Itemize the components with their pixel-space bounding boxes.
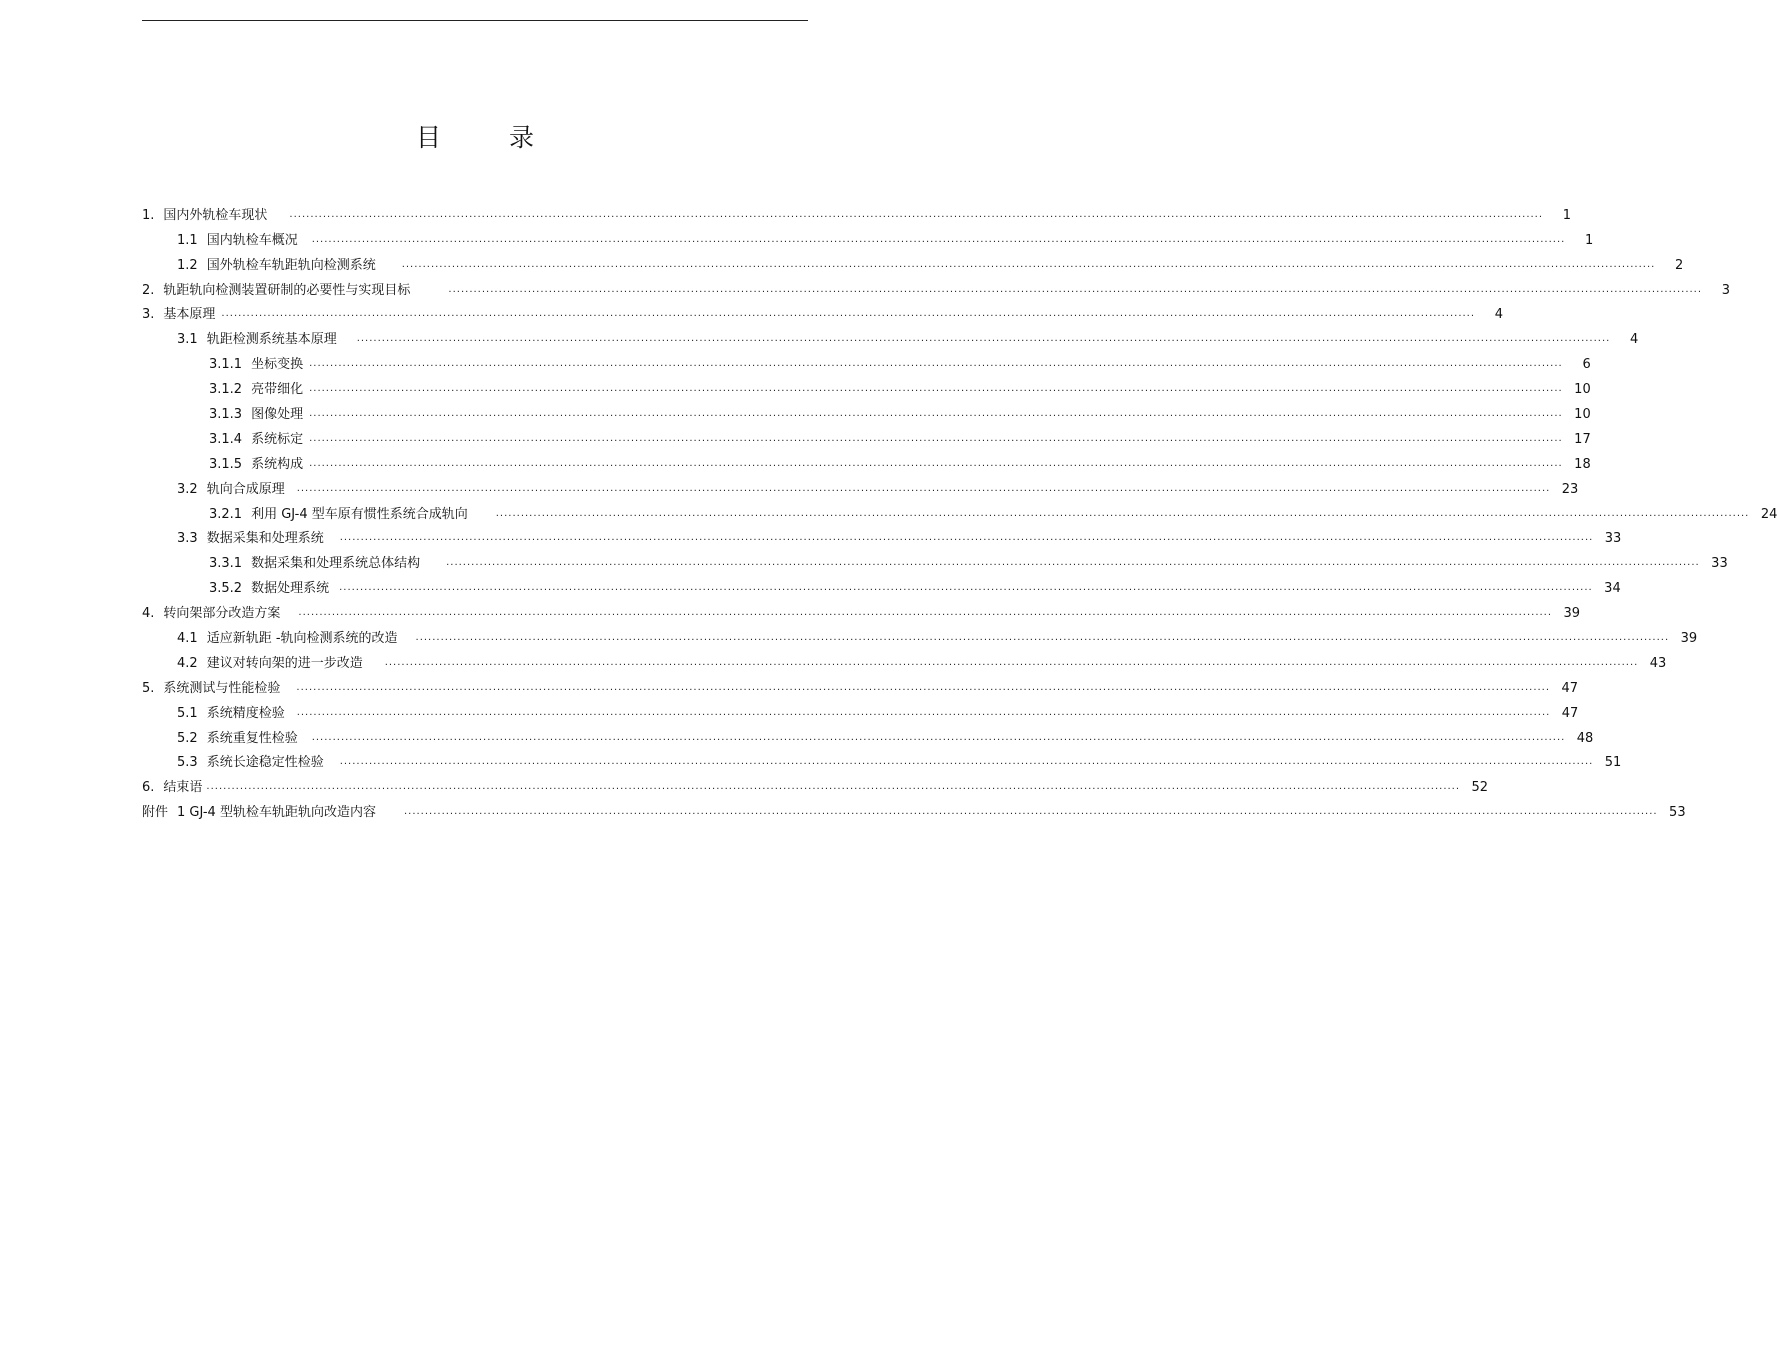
toc-entry-title: 轨距检测系统基本原理	[206, 332, 337, 348]
toc-entry-page: 33	[1711, 556, 1728, 572]
dot-leader: ............................................................................................................................................................................................................................................................................................................	[415, 632, 1670, 644]
toc-entry-title: 建议对转向架的进一步改造	[206, 655, 363, 671]
toc-entry[interactable]	[142, 248, 1684, 273]
toc-entry[interactable]	[142, 621, 1698, 647]
dot-leader: ............................................................................................................................................................................................................................................................................................................	[309, 432, 1563, 444]
toc-entry-title: 国外轨检车轨距轨向检测系统	[206, 257, 376, 273]
toc-entry[interactable]	[142, 347, 1591, 373]
dot-leader: ............................................................................................................................................................................................................................................................................................................	[448, 283, 1703, 295]
toc-entry-number: 4.2	[177, 655, 198, 671]
dot-leader: ............................................................................................................................................................................................................................................................................................................	[206, 781, 1461, 793]
toc-entry-title: 系统精度检验	[206, 705, 285, 721]
dot-leader: ............................................................................................................................................................................................................................................................................................................	[403, 806, 1658, 818]
toc-entry-title: 数据采集和处理系统	[206, 531, 324, 547]
dot-leader: ............................................................................................................................................................................................................................................................................................................	[356, 333, 1611, 345]
toc-entry-number: 3.1.2	[209, 382, 243, 398]
toc-entry-page: 39	[1680, 631, 1698, 647]
toc-entry-number: 3.3.1	[209, 556, 243, 572]
toc-entry[interactable]	[142, 522, 1622, 547]
toc-entry-page: 1	[1562, 207, 1572, 223]
toc-entry-title: 亮带细化	[251, 382, 304, 398]
toc-entry[interactable]	[142, 646, 1667, 671]
dot-leader: ............................................................................................................................................................................................................................................................................................................	[495, 507, 1750, 519]
toc-entry[interactable]	[142, 223, 1594, 248]
toc-entry-number: 1.1	[177, 232, 198, 248]
dot-leader: ............................................................................................................................................................................................................................................................................................................	[339, 582, 1593, 594]
dot-leader: ............................................................................................................................................................................................................................................................................................................	[309, 383, 1563, 395]
toc-entry[interactable]	[142, 721, 1594, 746]
dot-leader: ............................................................................................................................................................................................................................................................................................................	[401, 258, 1656, 270]
dot-leader: ............................................................................................................................................................................................................................................................................................................	[296, 482, 1551, 494]
toc-entry[interactable]	[142, 596, 1581, 622]
toc-entry-page: 10	[1574, 407, 1591, 423]
toc-entry-title: 轨向合成原理	[206, 481, 285, 497]
toc-entry-page: 52	[1471, 780, 1489, 796]
toc-entry-title: 系统长途稳定性检验	[206, 755, 324, 771]
toc-entry-number: 3.5.2	[209, 581, 243, 597]
dot-leader: ............................................................................................................................................................................................................................................................................................................	[309, 408, 1563, 420]
toc-entry-page: 1	[1585, 232, 1594, 248]
dot-leader: ............................................................................................................................................................................................................................................................................................................	[339, 756, 1594, 768]
toc-entry[interactable]	[142, 795, 1686, 821]
toc-entry[interactable]	[142, 497, 1777, 522]
toc-entry[interactable]	[142, 273, 1731, 298]
toc-entry-number: 3.2	[177, 481, 198, 497]
dot-leader: ............................................................................................................................................................................................................................................................................................................	[339, 532, 1594, 544]
dot-leader: ............................................................................................................................................................................................................................................................................................................	[309, 457, 1563, 469]
toc-entry-title: 系统重复性检验	[206, 730, 298, 746]
toc-entry-page: 6	[1582, 357, 1591, 373]
dot-leader: ............................................................................................................................................................................................................................................................................................................	[446, 557, 1700, 569]
toc-entry-title: 国内外轨检车现状	[163, 207, 268, 223]
dot-leader: ............................................................................................................................................................................................................................................................................................................	[296, 681, 1551, 693]
toc-entry-number: 3.1.1	[209, 357, 243, 373]
toc-entry[interactable]	[142, 447, 1591, 472]
toc-entry-page: 3	[1721, 282, 1731, 298]
toc-entry-number: 5.	[142, 680, 155, 696]
toc-entry-title: 系统测试与性能检验	[163, 680, 281, 696]
toc-entry[interactable]	[142, 696, 1579, 721]
toc-entry-number: 5.3	[177, 755, 198, 771]
toc-entry[interactable]	[142, 546, 1728, 572]
toc-entry-title: 系统构成	[251, 456, 304, 472]
toc-entry-number: 3.1.5	[209, 456, 243, 472]
toc-entry-page: 51	[1604, 755, 1622, 771]
toc-entry-page: 4	[1494, 307, 1504, 323]
table-of-contents	[142, 198, 1777, 821]
toc-entry-title: 图像处理	[251, 407, 304, 423]
toc-entry-page: 24	[1760, 506, 1777, 522]
toc-entry-number: 6.	[142, 780, 155, 796]
toc-entry-title: 转向架部分改造方案	[163, 606, 281, 622]
toc-title: 目 录	[416, 123, 564, 152]
dot-leader: ............................................................................................................................................................................................................................................................................................................	[311, 731, 1566, 743]
toc-entry-title: 基本原理	[163, 307, 216, 323]
toc-entry-page: 39	[1563, 606, 1581, 622]
toc-entry-number: 5.1	[177, 705, 198, 721]
toc-entry-page: 33	[1604, 531, 1622, 547]
toc-entry-number: 2.	[142, 282, 155, 298]
toc-entry[interactable]	[142, 770, 1489, 796]
toc-entry[interactable]	[142, 198, 1572, 223]
toc-entry[interactable]	[142, 372, 1591, 398]
toc-entry-page: 17	[1574, 431, 1591, 447]
toc-entry-page: 4	[1630, 332, 1639, 348]
toc-entry-title: 国内轨检车概况	[206, 232, 298, 248]
toc-entry-page: 47	[1561, 680, 1579, 696]
toc-entry-number: 3.1	[177, 332, 198, 348]
dot-leader: ............................................................................................................................................................................................................................................................................................................	[384, 656, 1639, 668]
toc-entry-number: 附件	[142, 805, 169, 821]
dot-leader: ............................................................................................................................................................................................................................................................................................................	[309, 358, 1563, 370]
dot-leader: ............................................................................................................................................................................................................................................................................................................	[289, 208, 1544, 220]
toc-entry-number: 3.3	[177, 531, 198, 547]
toc-entry-number: 1.2	[177, 257, 198, 273]
toc-entry-page: 23	[1561, 481, 1579, 497]
dot-leader: ............................................................................................................................................................................................................................................................................................................	[311, 233, 1566, 245]
toc-entry-page: 10	[1574, 382, 1591, 398]
toc-entry-number: 3.1.3	[209, 407, 243, 423]
dot-leader: ............................................................................................................................................................................................................................................................................................................	[298, 607, 1553, 619]
toc-entry[interactable]	[142, 298, 1504, 323]
toc-entry[interactable]	[142, 472, 1579, 497]
toc-entry-title: 轨距轨向检测装置研制的必要性与实现目标	[163, 282, 411, 298]
toc-entry-page: 34	[1604, 581, 1621, 597]
toc-entry-title: 结束语	[163, 780, 203, 796]
toc-entry-number: 1.	[142, 207, 155, 223]
toc-entry-number: 3.	[142, 307, 155, 323]
dot-leader: ............................................................................................................................................................................................................................................................................................................	[296, 706, 1551, 718]
toc-entry-page: 53	[1669, 805, 1686, 821]
toc-entry-title: 坐标变换	[251, 357, 304, 373]
toc-entry-title: 1 GJ-4 型轨检车轨距轨向改造内容	[177, 805, 376, 821]
toc-entry-title: 适应新轨距 -轨向检测系统的改造	[206, 631, 398, 647]
toc-entry-page: 18	[1574, 456, 1591, 472]
toc-entry[interactable]	[142, 422, 1591, 447]
toc-entry[interactable]	[142, 397, 1591, 423]
toc-entry-page: 43	[1649, 655, 1667, 671]
toc-entry-title: 系统标定	[251, 431, 304, 447]
toc-entry-number: 4.1	[177, 631, 198, 647]
toc-entry-number: 4.	[142, 606, 155, 622]
toc-entry-page: 48	[1576, 730, 1594, 746]
toc-entry-page: 47	[1561, 705, 1579, 721]
toc-entry-title: 数据采集和处理系统总体结构	[251, 556, 421, 572]
toc-entry-number: 3.2.1	[209, 506, 243, 522]
header-rule	[142, 20, 808, 21]
toc-entry-number: 5.2	[177, 730, 198, 746]
toc-entry-number: 3.1.4	[209, 431, 243, 447]
toc-entry[interactable]	[142, 671, 1579, 696]
toc-entry[interactable]	[142, 322, 1639, 348]
toc-entry-title: 数据处理系统	[251, 581, 330, 597]
toc-entry[interactable]	[142, 571, 1621, 597]
dot-leader: ............................................................................................................................................................................................................................................................................................................	[221, 308, 1476, 320]
toc-entry-page: 2	[1675, 257, 1684, 273]
toc-entry-title: 利用 GJ-4 型车原有惯性系统合成轨向	[251, 506, 468, 522]
toc-entry[interactable]	[142, 746, 1622, 771]
